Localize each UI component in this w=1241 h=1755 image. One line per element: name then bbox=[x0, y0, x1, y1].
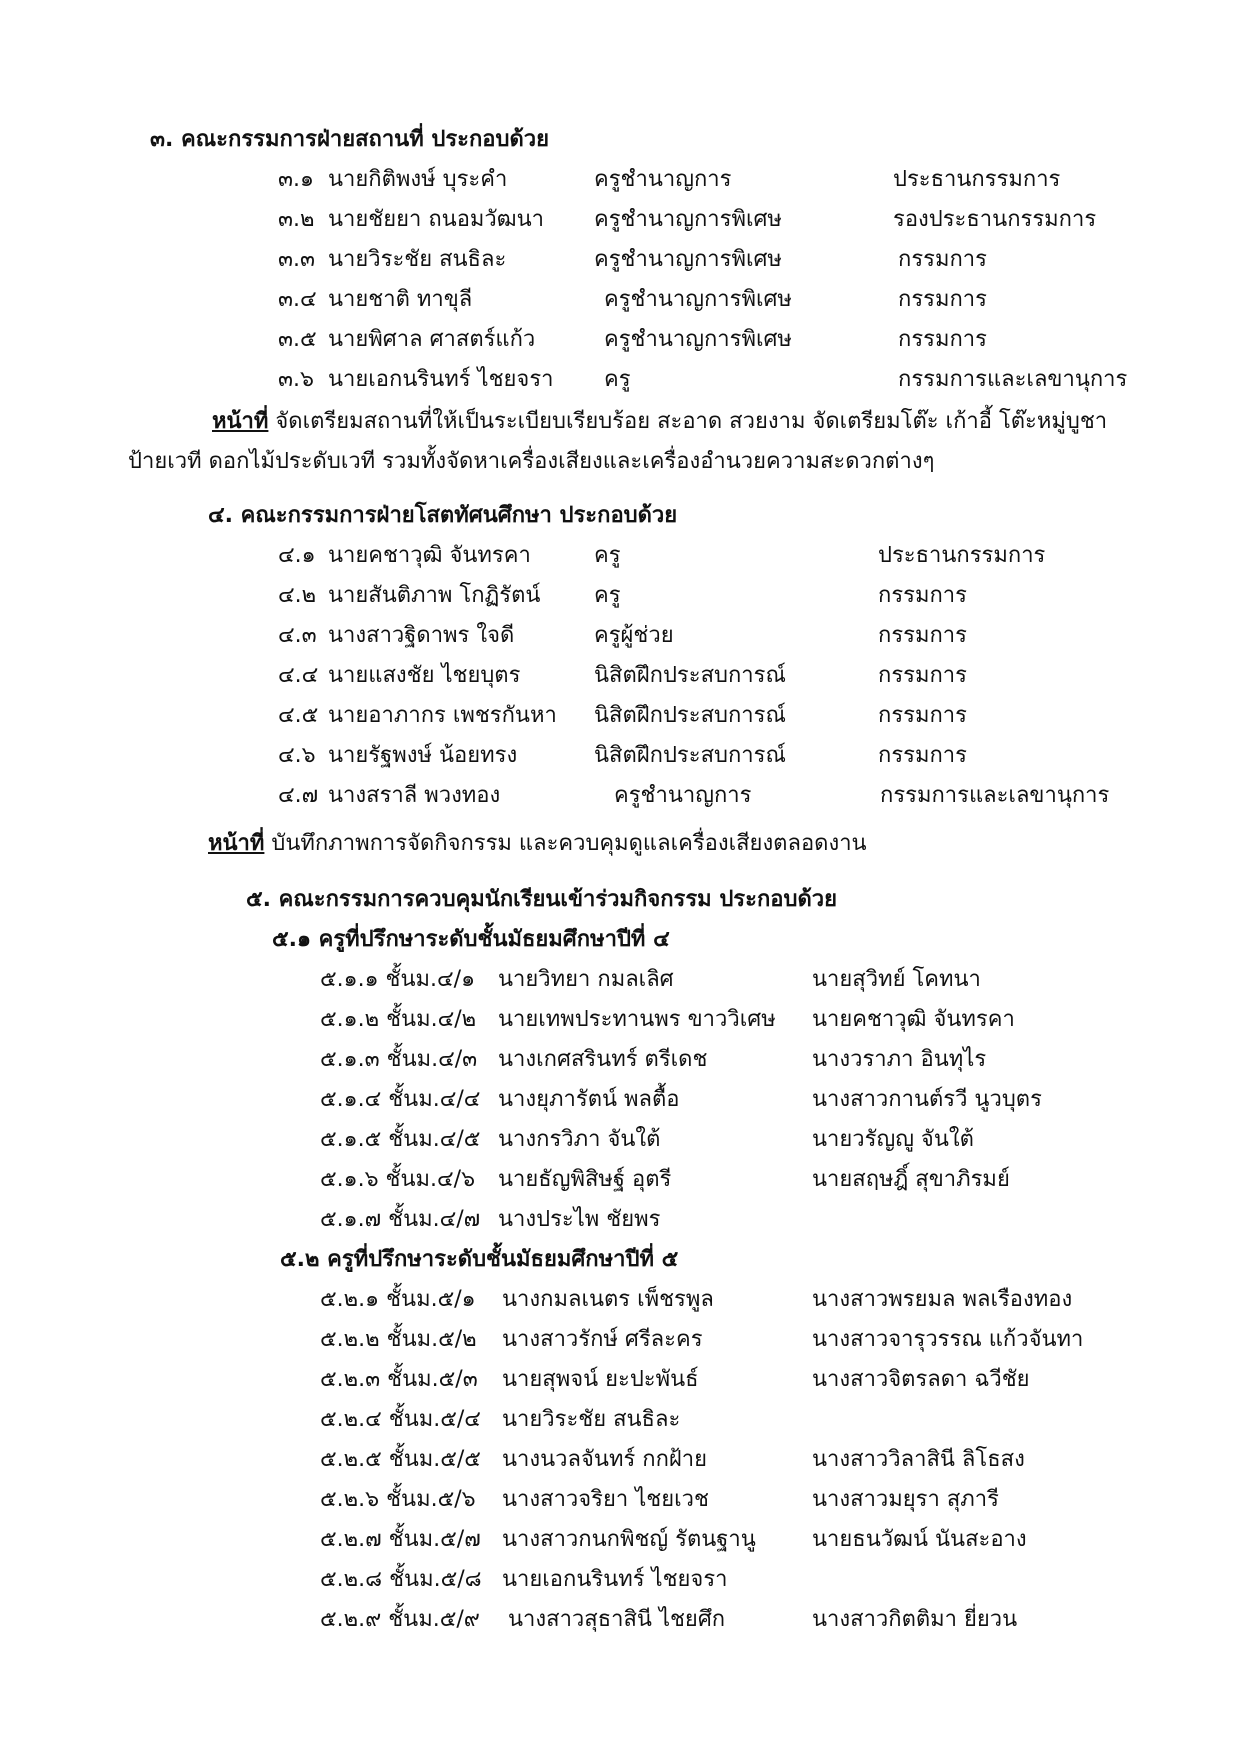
advisor-2: นางสาวกิตติมา ยี่ยวน bbox=[812, 1607, 1018, 1632]
class-label: ๕.๒.๗ ชั้นม.๕/๗ bbox=[320, 1527, 481, 1552]
class-row bbox=[0, 1360, 1241, 1400]
member-name: นายชัยยา ถนอมวัฒนา bbox=[328, 207, 545, 232]
member-position: ครูชำนาญการ bbox=[594, 167, 732, 192]
advisor-1: นายเอกนรินทร์ ไชยจรา bbox=[502, 1567, 728, 1592]
class-row bbox=[0, 1280, 1241, 1320]
member-role: ประธานกรรมการ bbox=[893, 167, 1061, 192]
member-row bbox=[0, 736, 1241, 776]
class-row bbox=[0, 1000, 1241, 1040]
member-position: ครูผู้ช่วย bbox=[594, 623, 674, 648]
advisor-2: นายวรัญญู จันใต้ bbox=[812, 1127, 974, 1152]
member-number: ๔.๕ bbox=[278, 703, 319, 728]
member-row bbox=[0, 536, 1241, 576]
class-row bbox=[0, 1040, 1241, 1080]
class-label: ๕.๑.๒ ชั้นม.๔/๒ bbox=[320, 1007, 477, 1032]
member-name: นางสราลี พวงทอง bbox=[328, 783, 501, 808]
member-name: นายสันติภาพ โกฏิรัตน์ bbox=[328, 583, 541, 608]
advisor-1: นายธัญพิสิษฐ์ อุตรี bbox=[498, 1167, 672, 1192]
advisor-1: นางนวลจันทร์ กกฝ้าย bbox=[502, 1447, 708, 1472]
member-number: ๔.๑ bbox=[278, 543, 316, 568]
advisor-2: นายธนวัฒน์ นันสะอาง bbox=[812, 1527, 1027, 1552]
advisor-1: นางสาวกนกพิชญ์ รัตนฐานู bbox=[502, 1527, 756, 1552]
advisor-2: นางสาวพรยมล พลเรืองทอง bbox=[812, 1287, 1073, 1312]
member-number: ๓.๓ bbox=[278, 247, 316, 272]
member-name: นายเอกนรินทร์ ไชยจรา bbox=[328, 367, 554, 392]
advisor-1: นางกรวิภา จันใต้ bbox=[498, 1127, 661, 1152]
class-row bbox=[0, 1120, 1241, 1160]
member-position: ครู bbox=[594, 583, 621, 608]
member-name: นายรัฐพงษ์ น้อยทรง bbox=[328, 743, 518, 768]
class-row bbox=[0, 1520, 1241, 1560]
class-row bbox=[0, 1440, 1241, 1480]
member-number: ๔.๖ bbox=[278, 743, 316, 768]
advisor-2: นางสาวมยุรา สุภารี bbox=[812, 1487, 999, 1512]
class-label: ๕.๒.๖ ชั้นม.๕/๖ bbox=[320, 1487, 476, 1512]
duty-label: หน้าที่ bbox=[212, 409, 269, 434]
class-row bbox=[0, 1560, 1241, 1600]
section-3-heading: ๓. คณะกรรมการฝ่ายสถานที่ ประกอบด้วย bbox=[150, 127, 550, 152]
member-row bbox=[0, 200, 1241, 240]
class-label: ๕.๒.๔ ชั้นม.๕/๔ bbox=[320, 1407, 481, 1432]
advisor-1: นางเกศสรินทร์ ตรีเดช bbox=[498, 1047, 708, 1072]
member-number: ๔.๓ bbox=[278, 623, 317, 648]
advisor-1: นางยุภารัตน์ พลตื้อ bbox=[498, 1087, 680, 1112]
section-5-heading: ๕. คณะกรรมการควบคุมนักเรียนเข้าร่วมกิจกรรม ประกอบด้วย bbox=[246, 887, 837, 912]
advisor-2: นางวราภา อินทุไร bbox=[812, 1047, 987, 1072]
member-row bbox=[0, 576, 1241, 616]
member-role: กรรมการ bbox=[878, 583, 967, 608]
member-position: ครู bbox=[594, 543, 621, 568]
class-label: ๕.๒.๙ ชั้นม.๕/๙ bbox=[320, 1607, 480, 1632]
class-row bbox=[0, 1400, 1241, 1440]
member-number: ๔.๔ bbox=[278, 663, 319, 688]
class-row bbox=[0, 960, 1241, 1000]
duty-text: บันทึกภาพการจัดกิจกรรม และควบคุมดูแลเครื่องเสียงตลอดงาน bbox=[271, 831, 867, 856]
member-role: กรรมการ bbox=[898, 327, 987, 352]
class-label: ๕.๒.๘ ชั้นม.๕/๘ bbox=[320, 1567, 482, 1592]
class-row bbox=[0, 1160, 1241, 1200]
advisor-2: นายสุวิทย์ โคทนา bbox=[812, 967, 981, 992]
member-position: ครูชำนาญการพิเศษ bbox=[594, 207, 782, 232]
member-row bbox=[0, 656, 1241, 696]
member-role: รองประธานกรรมการ bbox=[893, 207, 1097, 232]
member-role: กรรมการและเลขานุการ bbox=[880, 783, 1110, 808]
member-position: ครูชำนาญการพิเศษ bbox=[604, 287, 792, 312]
member-name: นายกิติพงษ์ บุระคำ bbox=[328, 167, 508, 192]
member-role: กรรมการ bbox=[878, 743, 967, 768]
advisor-1: นางกมลเนตร เพ็ชรพูล bbox=[502, 1287, 714, 1312]
advisor-1: นางสาวรักษ์ ศรีละคร bbox=[502, 1327, 703, 1352]
duty-text-line-1: จัดเตรียมสถานที่ให้เป็นระเบียบเรียบร้อย สะอาด สวยงาม จัดเตรียมโต๊ะ เก้าอี้ โต๊ะหมู่บูชา bbox=[275, 409, 1108, 434]
class-label: ๕.๑.๔ ชั้นม.๔/๔ bbox=[320, 1087, 481, 1112]
advisor-2: นายสฤษฎิ์ สุขาภิรมย์ bbox=[812, 1167, 1010, 1192]
section-4-heading: ๔. คณะกรรมการฝ่ายโสตทัศนศึกษา ประกอบด้วย bbox=[208, 503, 678, 528]
member-name: นายแสงชัย ไชยบุตร bbox=[328, 663, 521, 688]
class-row bbox=[0, 1480, 1241, 1520]
member-name: นายวิระชัย สนธิละ bbox=[328, 247, 507, 272]
member-row bbox=[0, 696, 1241, 736]
member-name: นางสาวฐิดาพร ใจดี bbox=[328, 623, 515, 648]
subsection-5-1-heading: ๕.๑ ครูที่ปรึกษาระดับชั้นมัธยมศึกษาปีที่ ๔ bbox=[272, 927, 670, 952]
class-label: ๕.๒.๓ ชั้นม.๕/๓ bbox=[320, 1367, 478, 1392]
advisor-1: นางสาวจริยา ไชยเวช bbox=[502, 1487, 709, 1512]
member-position: ครูชำนาญการพิเศษ bbox=[594, 247, 782, 272]
advisor-1: นายเทพประทานพร ขาววิเศษ bbox=[498, 1007, 776, 1032]
member-position: นิสิตฝึกประสบการณ์ bbox=[594, 663, 786, 688]
duty-paragraph bbox=[212, 402, 1107, 442]
advisor-2: นางสาววิลาสินี ลิโธสง bbox=[812, 1447, 1025, 1472]
class-label: ๕.๑.๕ ชั้นม.๔/๕ bbox=[320, 1127, 481, 1152]
member-name: นายพิศาล ศาสตร์แก้ว bbox=[328, 327, 536, 352]
member-number: ๓.๒ bbox=[278, 207, 315, 232]
class-label: ๕.๑.๓ ชั้นม.๔/๓ bbox=[320, 1047, 478, 1072]
member-row bbox=[0, 320, 1241, 360]
member-number: ๔.๗ bbox=[278, 783, 319, 808]
member-position: ครูชำนาญการพิเศษ bbox=[604, 327, 792, 352]
member-number: ๓.๑ bbox=[278, 167, 314, 192]
member-position: ครูชำนาญการ bbox=[614, 783, 752, 808]
member-position: ครู bbox=[604, 367, 631, 392]
advisor-2: นางสาวจารุวรรณ แก้วจันทา bbox=[812, 1327, 1084, 1352]
duty-paragraph bbox=[208, 824, 867, 864]
duty-text-line-2: ป้ายเวที ดอกไม้ประดับเวที รวมทั้งจัดหาเครื่องเสียงและเครื่องอำนวยความสะดวกต่างๆ bbox=[128, 449, 935, 474]
member-name: นายคชาวุฒิ จันทรคา bbox=[328, 543, 531, 568]
advisor-1: นายวิระชัย สนธิละ bbox=[502, 1407, 681, 1432]
member-role: กรรมการ bbox=[878, 623, 967, 648]
class-row bbox=[0, 1080, 1241, 1120]
class-label: ๕.๑.๖ ชั้นม.๔/๖ bbox=[320, 1167, 476, 1192]
member-role: กรรมการ bbox=[898, 287, 987, 312]
class-row bbox=[0, 1320, 1241, 1360]
advisor-1: นายสุพจน์ ยะปะพันธ์ bbox=[502, 1367, 699, 1392]
duty-label: หน้าที่ bbox=[208, 831, 265, 856]
member-number: ๓.๖ bbox=[278, 367, 314, 392]
class-label: ๕.๑.๗ ชั้นม.๔/๗ bbox=[320, 1207, 481, 1232]
advisor-1: นายวิทยา กมลเลิศ bbox=[498, 967, 674, 992]
member-role: ประธานกรรมการ bbox=[878, 543, 1046, 568]
member-number: ๓.๔ bbox=[278, 287, 317, 312]
class-label: ๕.๒.๕ ชั้นม.๕/๕ bbox=[320, 1447, 481, 1472]
member-name: นายชาติ ทาขุลี bbox=[328, 287, 473, 312]
class-row bbox=[0, 1600, 1241, 1640]
member-row bbox=[0, 240, 1241, 280]
member-name: นายอาภากร เพชรกันหา bbox=[328, 703, 557, 728]
advisor-1: นางสาวสุธาสินี ไชยศึก bbox=[508, 1607, 726, 1632]
class-row bbox=[0, 1200, 1241, 1240]
class-label: ๕.๒.๒ ชั้นม.๕/๒ bbox=[320, 1327, 477, 1352]
member-role: กรรมการและเลขานุการ bbox=[898, 367, 1128, 392]
member-number: ๓.๕ bbox=[278, 327, 317, 352]
member-number: ๔.๒ bbox=[278, 583, 317, 608]
member-role: กรรมการ bbox=[898, 247, 987, 272]
member-position: นิสิตฝึกประสบการณ์ bbox=[594, 703, 786, 728]
class-label: ๕.๑.๑ ชั้นม.๔/๑ bbox=[320, 967, 476, 992]
member-position: นิสิตฝึกประสบการณ์ bbox=[594, 743, 786, 768]
member-row bbox=[0, 160, 1241, 200]
member-role: กรรมการ bbox=[878, 663, 967, 688]
member-row bbox=[0, 360, 1241, 400]
subsection-5-2-heading: ๕.๒ ครูที่ปรึกษาระดับชั้นมัธยมศึกษาปีที่ ๕ bbox=[280, 1247, 679, 1272]
advisor-1: นางประไพ ชัยพร bbox=[498, 1207, 661, 1232]
advisor-2: นางสาวกานต์รวี นูวบุตร bbox=[812, 1087, 1042, 1112]
advisor-2: นางสาวจิตรลดา ฉวีชัย bbox=[812, 1367, 1030, 1392]
member-role: กรรมการ bbox=[878, 703, 967, 728]
member-row bbox=[0, 280, 1241, 320]
member-row bbox=[0, 776, 1241, 816]
class-label: ๕.๒.๑ ชั้นม.๕/๑ bbox=[320, 1287, 476, 1312]
member-row bbox=[0, 616, 1241, 656]
advisor-2: นายคชาวุฒิ จันทรคา bbox=[812, 1007, 1015, 1032]
